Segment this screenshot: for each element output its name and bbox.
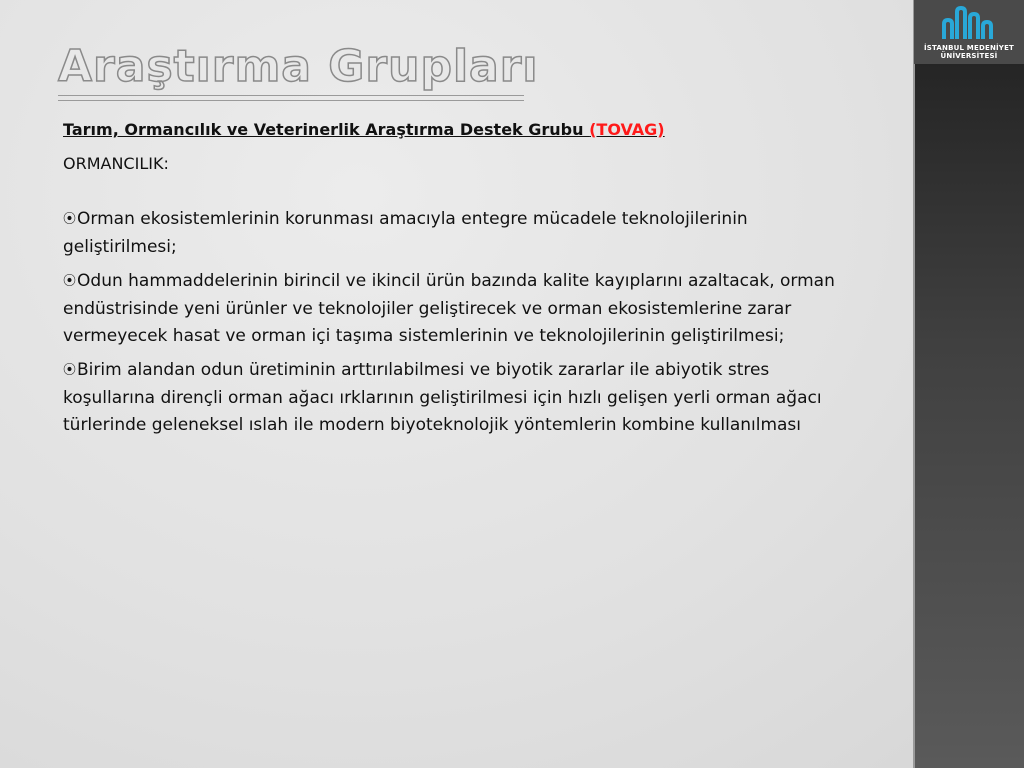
bullet-item xyxy=(63,357,853,439)
bullet-list xyxy=(63,206,853,439)
bullet-text: Odun hammaddelerinin birincil ve ikincil ürün bazında kalite kayıplarını azaltacak, orman endüstrisinde yeni ürünler ve teknolojiler geliştirecek ve orman ekosistemlerine zarar vermeyecek hasat ve orman içi taşıma sistemlerinin ve teknolojilerinin geliştirilmesi; xyxy=(63,271,835,346)
slide-title: Araştırma Grupları xyxy=(58,41,539,92)
university-logo xyxy=(914,0,1024,64)
bullet-icon: ⦿ xyxy=(63,212,77,227)
title-underline xyxy=(58,95,524,101)
side-panel xyxy=(913,0,1024,768)
slide-content xyxy=(63,118,853,446)
bullet-text: Orman ekosistemlerinin korunması amacıyla entegre mücadele teknolojilerinin geliştirilmesi; xyxy=(63,209,748,257)
subtitle xyxy=(63,118,853,142)
logo-text-line2: ÜNİVERSİTESİ xyxy=(940,52,998,60)
bullet-icon: ⦿ xyxy=(63,363,77,378)
bullet-text: Birim alandan odun üretiminin arttırılabilmesi ve biyotik zararlar ile abiyotik stres koşullarına dirençli orman ağacı ırklarının geliştirilmesi için hızlı gelişen yerli orman ağacı türlerinde geleneksel ıslah ile modern biyoteknolojik yöntemlerin kombine kullanılması xyxy=(63,360,822,435)
subtitle-abbr: (TOVAG) xyxy=(589,120,665,139)
bullet-icon: ⦿ xyxy=(63,274,77,289)
section-label: ORMANCILIK: xyxy=(63,154,169,173)
bullet-item xyxy=(63,206,853,261)
bullet-item xyxy=(63,268,853,350)
logo-text-line1: İSTANBUL MEDENİYET xyxy=(923,44,1015,52)
university-building-icon xyxy=(940,4,998,40)
subtitle-main: Tarım, Ormancılık ve Veterinerlik Araştırma Destek Grubu xyxy=(63,120,590,139)
